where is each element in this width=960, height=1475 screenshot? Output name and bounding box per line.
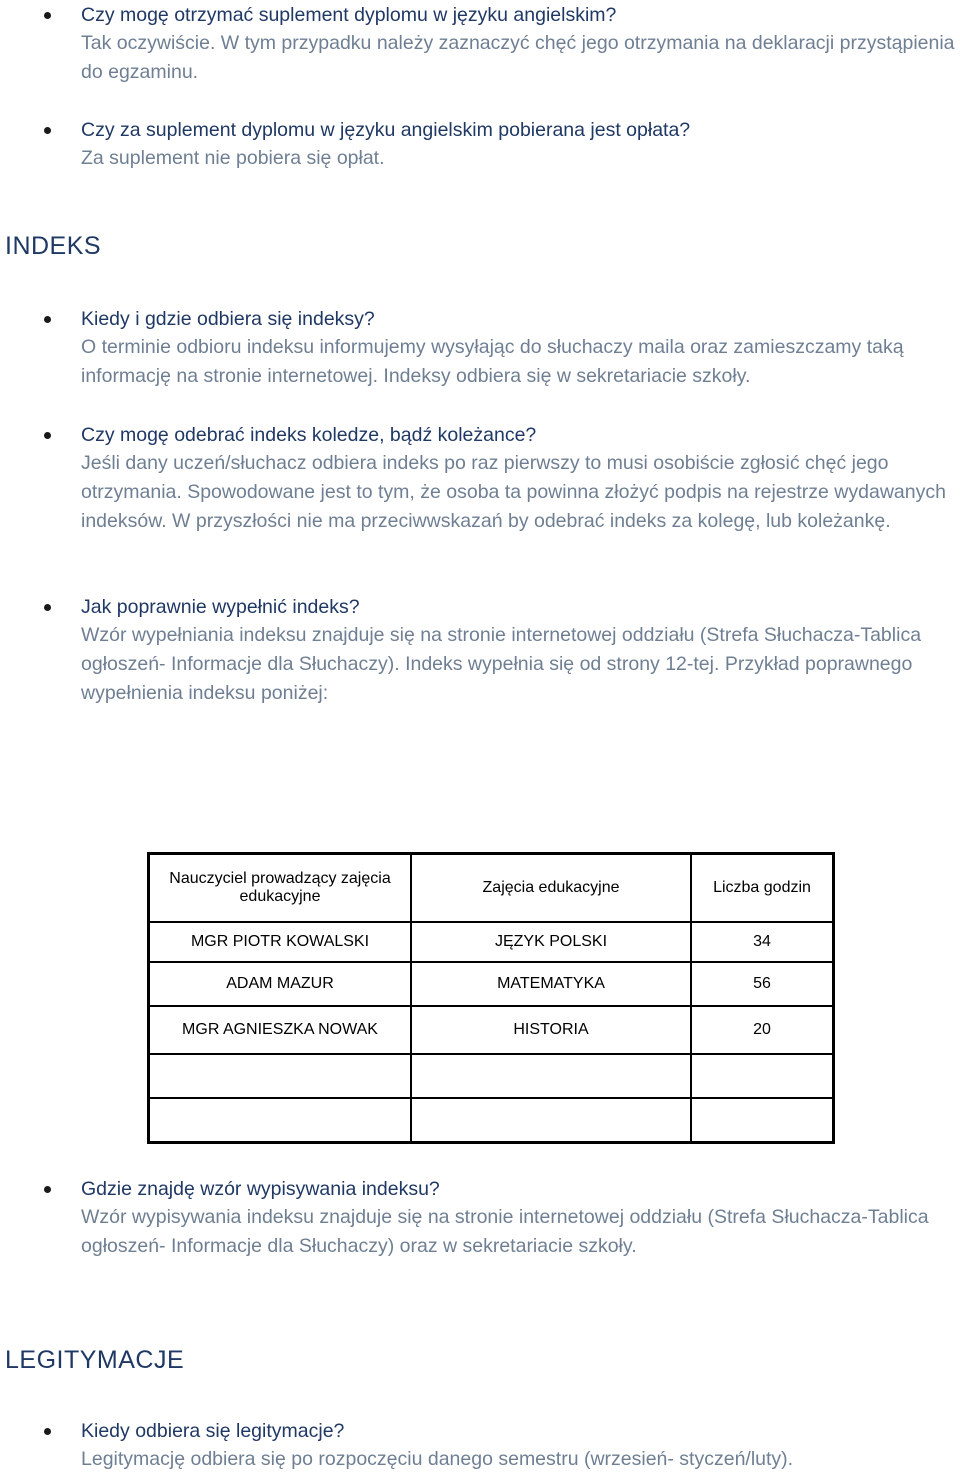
column-header: Liczba godzin: [691, 854, 834, 923]
table-cell: MGR PIOTR KOWALSKI: [149, 922, 412, 962]
faq-answer: Legitymację odbiera się po rozpoczęciu danego semestru (wrzesień- styczeń/luty).: [81, 1448, 794, 1470]
table-cell: MGR AGNIESZKA NOWAK: [149, 1006, 412, 1054]
table-cell: [149, 1054, 412, 1098]
table-header-row: [149, 854, 834, 923]
section-heading-legitymacje: LEGITYMACJE: [5, 1346, 185, 1374]
faq-answer: Tak oczywiście. W tym przypadku należy zaznaczyć chęć jego otrzymania na deklaracji przystąpienia do egzaminu.: [81, 32, 955, 83]
bullet-icon: [44, 1186, 51, 1193]
table-cell: HISTORIA: [411, 1006, 691, 1054]
table-cell: [691, 1054, 834, 1098]
bullet-icon: [44, 12, 51, 19]
table-cell: MATEMATYKA: [411, 962, 691, 1006]
faq-question: Czy za suplement dyplomu w języku angielskim pobierana jest opłata?: [81, 119, 691, 141]
faq-question: Kiedy i gdzie odbiera się indeksy?: [81, 308, 375, 330]
table-cell: [149, 1098, 412, 1143]
table-cell: [411, 1098, 691, 1143]
column-header: Zajęcia edukacyjne: [411, 854, 691, 923]
table-cell: 20: [691, 1006, 834, 1054]
bullet-icon: [44, 1428, 51, 1435]
table-cell: ADAM MAZUR: [149, 962, 412, 1006]
index-example-table: [147, 852, 835, 1144]
faq-answer: Jeśli dany uczeń/słuchacz odbiera indeks po raz pierwszy to musi osobiście zgłosić chęć jego otrzymania. Spowodowane jest to tym, że osoba ta powinna złożyć podpis na rejestrze wydawanych indeksów. W przyszłości nie ma przeciwwskazań by odebrać indeks za kolegę, lub koleżankę.: [81, 452, 946, 532]
bullet-icon: [44, 604, 51, 611]
table-cell: 56: [691, 962, 834, 1006]
column-header: Nauczyciel prowadzący zajęcia edukacyjne: [149, 854, 412, 923]
faq-question: Kiedy odbiera się legitymacje?: [81, 1420, 345, 1442]
table-row: [149, 1006, 834, 1054]
table-row: [149, 962, 834, 1006]
table-cell: [691, 1098, 834, 1143]
table-cell: JĘZYK POLSKI: [411, 922, 691, 962]
faq-question: Czy mogę otrzymać suplement dyplomu w języku angielskim?: [81, 4, 617, 26]
bullet-icon: [44, 127, 51, 134]
table-row: [149, 922, 834, 962]
bullet-icon: [44, 432, 51, 439]
faq-question: Gdzie znajdę wzór wypisywania indeksu?: [81, 1178, 440, 1200]
table-cell: [411, 1054, 691, 1098]
faq-answer: Za suplement nie pobiera się opłat.: [81, 147, 385, 169]
faq-answer: Wzór wypełniania indeksu znajduje się na stronie internetowej oddziału (Strefa Słuchacza-Tablica ogłoszeń- Informacje dla Słuchaczy). Indeks wypełnia się od strony 12-tej. Przykład poprawnego wypełnienia indeksu poniżej:: [81, 624, 922, 704]
table-row: [149, 1054, 834, 1098]
table-row: [149, 1098, 834, 1143]
faq-answer: Wzór wypisywania indeksu znajduje się na stronie internetowej oddziału (Strefa Słuchacza-Tablica ogłoszeń- Informacje dla Słuchaczy) oraz w sekretariacie szkoły.: [81, 1206, 929, 1257]
faq-question: Czy mogę odebrać indeks koledze, bądź koleżance?: [81, 424, 537, 446]
table-cell: 34: [691, 922, 834, 962]
section-heading-indeks: INDEKS: [5, 232, 102, 260]
bullet-icon: [44, 316, 51, 323]
faq-answer: O terminie odbioru indeksu informujemy wysyłając do słuchaczy maila oraz zamieszczamy taką informację na stronie internetowej. Indeksy odbiera się w sekretariacie szkoły.: [81, 336, 904, 387]
faq-question: Jak poprawnie wypełnić indeks?: [81, 596, 360, 618]
